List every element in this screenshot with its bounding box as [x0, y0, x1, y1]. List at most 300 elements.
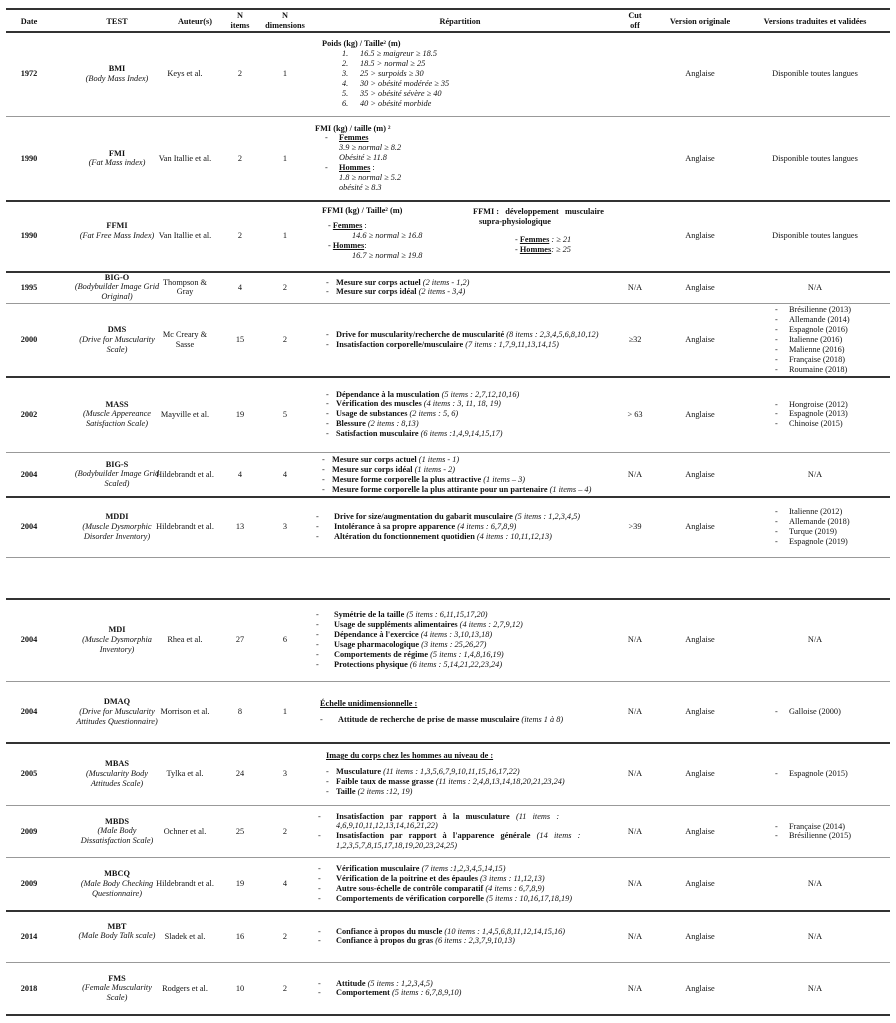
- repartition-title: FMI (kg) / taille (m) ²: [315, 123, 391, 133]
- bullet-dash: -: [322, 474, 325, 484]
- bullet-dash: -: [322, 484, 325, 494]
- repartition-item: [326, 409, 519, 419]
- repartition-item: [316, 522, 580, 532]
- dimension-name: Mesure sur corps idéal: [336, 287, 417, 297]
- repartition-item: [318, 884, 572, 894]
- test-full-name: (Fat Mass index): [88, 158, 146, 168]
- bullet-dash: -: [775, 409, 778, 419]
- auteur-line: Sasse: [175, 339, 195, 349]
- row-date: 2002: [20, 409, 38, 419]
- bullet-dash: -: [318, 936, 321, 946]
- row-cut-off: ≥32: [628, 335, 642, 344]
- dimension-name: Confiance à propos du muscle: [336, 926, 443, 936]
- bullet-dash: -: [326, 277, 329, 287]
- row-date: 2018: [20, 983, 38, 993]
- row-cut-off: >39: [628, 522, 642, 531]
- bullet-dash: -: [318, 988, 321, 998]
- test-full-name: (Fat Free Mass Index): [79, 230, 155, 240]
- repartition-item: [322, 59, 449, 69]
- repartition-item: [322, 79, 449, 89]
- repartition-item: [326, 330, 598, 340]
- dimension-items: (4 items : 3,10,13,18): [418, 629, 493, 639]
- row-auteurs: [140, 827, 230, 837]
- version-traduite: Roumaine (2018): [789, 364, 848, 374]
- bullet-dash: -: [318, 883, 321, 893]
- dimension-name: Mesure sur corps idéal: [332, 464, 413, 474]
- bullet-dash: -: [316, 629, 319, 639]
- version-traduite-item: [775, 315, 851, 325]
- dimension-name: Autre sous-échelle de contrôle comparatif: [336, 883, 484, 893]
- row-divider: [6, 303, 890, 304]
- row-n-dimensions: 1: [282, 69, 288, 78]
- auteur-line: Van Itallie et al.: [158, 231, 212, 240]
- row-n-items: 10: [235, 983, 245, 993]
- row-divider: [6, 681, 890, 682]
- auteur-line: Van Itallie et al.: [158, 153, 212, 163]
- row-repartition: [316, 610, 523, 670]
- bullet-dash: -: [515, 244, 520, 254]
- dimension-name: Comportements de vérification corporelle: [336, 893, 484, 903]
- bullet-dash: -: [775, 305, 778, 314]
- row-auteurs: [140, 470, 230, 480]
- version-traduite-item: [775, 507, 850, 517]
- row-n-items: 19: [235, 879, 245, 888]
- row-n-items: 27: [235, 635, 245, 644]
- version-traduite: N/A: [807, 879, 823, 888]
- bullet-dash: -: [326, 409, 329, 419]
- version-traduite: Italienne (2016): [789, 334, 843, 344]
- bullet-dash: -: [322, 455, 325, 464]
- row-cut-off: N/A: [627, 826, 643, 836]
- bullet-dash: -: [326, 399, 329, 409]
- row-n-items: 2: [237, 231, 243, 240]
- bullet-dash: -: [325, 133, 328, 143]
- femmes-label: Femmes: [339, 133, 369, 143]
- dimension-items: (5 items : 2,7,12,10,16): [439, 389, 520, 399]
- row-auteurs: [140, 932, 230, 942]
- bullet-dash: -: [318, 873, 321, 883]
- row-n-dimensions: 2: [282, 282, 288, 292]
- auteur-line: Morrison et al.: [160, 707, 210, 716]
- version-traduite: Brésilienne (2013): [789, 305, 851, 314]
- femmes-label: Femmes: [332, 220, 363, 230]
- row-date: 2014: [20, 931, 38, 941]
- test-acronym: FMS: [108, 973, 126, 983]
- repartition-item: [322, 99, 449, 109]
- row-date: 2009: [20, 879, 38, 888]
- version-traduite: N/A: [807, 282, 823, 292]
- version-traduite-item: [775, 355, 851, 365]
- repartition-item: [316, 650, 523, 660]
- row-versions-traduites: [740, 984, 890, 994]
- repartition-item: [318, 864, 572, 874]
- repartition-item: [318, 874, 572, 884]
- row-versions-traduites: [740, 635, 890, 645]
- row-version-originale: Anglaise: [685, 231, 715, 240]
- row-n-items: 25: [235, 826, 245, 836]
- repartition-item: [316, 532, 580, 542]
- item-text: 40 > obésité morbide: [360, 98, 432, 108]
- row-repartition: [326, 751, 565, 797]
- test-full-name: (Muscularity Body Attitudes Scale): [86, 768, 148, 788]
- dimension-items: (5 items : 1,4,8,16,19): [428, 649, 504, 659]
- dimension-items-cont: 4,6,9,10,11,12,13,14,16,21,22): [336, 821, 438, 831]
- hommes-value: 1.8 ≥ normal ≥ 5.2: [339, 173, 402, 183]
- dimension-items: (2 items : 5, 6): [407, 409, 459, 419]
- test-acronym: BMI: [108, 64, 126, 73]
- dimension-items: (11 items : 1,3,5,6,7,9,10,11,15,16,17,22): [381, 766, 520, 776]
- item-number: 5.: [342, 88, 349, 98]
- version-traduite: Malienne (2016): [789, 344, 845, 354]
- row-date: 1990: [20, 153, 38, 163]
- table-bottom-rule: [6, 557, 890, 558]
- row-version-originale: Anglaise: [685, 707, 715, 716]
- bullet-dash: -: [775, 516, 778, 526]
- hommes-value: obésité ≥ 8.3: [339, 183, 382, 193]
- test-acronym: MBCQ: [104, 869, 130, 878]
- version-traduite: Espagnole (2013): [789, 409, 848, 419]
- hommes-suffix: :: [370, 163, 375, 173]
- row-auteurs: [140, 635, 230, 645]
- test-full-name: (Female Muscularity Scale): [82, 983, 152, 1003]
- row-n-items: 4: [237, 469, 243, 479]
- header-cut-off: [615, 11, 655, 31]
- femmes-group: [322, 221, 422, 231]
- dimension-name: Attitude de recherche de prise de masse musculaire: [338, 714, 520, 724]
- repartition-item: [318, 812, 614, 822]
- bullet-dash: -: [326, 429, 329, 439]
- version-traduite-item: [775, 517, 850, 527]
- dimension-name: Mesure sur corps actuel: [332, 455, 417, 464]
- hommes-label: Hommes: [332, 240, 365, 250]
- version-traduite: Française (2014): [789, 821, 845, 831]
- bullet-dash: -: [775, 399, 778, 409]
- row-versions-traduites: [775, 305, 851, 375]
- bullet-dash: -: [775, 314, 778, 324]
- bullet-dash: -: [326, 419, 329, 429]
- repartition-item: [316, 630, 523, 640]
- dimension-name: Vérification de la poitrine et des épaules: [336, 873, 478, 883]
- dimension-items: (6 items : 5,14,21,22,23,24): [407, 659, 503, 669]
- dimension-items: (4 items : 2,7,9,12): [457, 619, 523, 629]
- dimension-name: Protections physique: [334, 659, 408, 669]
- bullet-dash: -: [318, 978, 321, 988]
- row-repartition: [320, 699, 563, 725]
- row-versions-traduites: [740, 69, 890, 79]
- row-n-dimensions: 3: [282, 769, 288, 778]
- repartition-item: [322, 465, 591, 475]
- dimension-items: (10 items : 1,4,5,6,8,11,12,14,15,16): [442, 926, 566, 936]
- row-n-items: 8: [237, 707, 243, 716]
- repartition-item: [326, 278, 469, 288]
- version-traduite: Chinoise (2015): [789, 419, 843, 429]
- repartition-title: Échelle unidimensionnelle :: [320, 699, 418, 708]
- bullet-dash: -: [775, 324, 778, 334]
- auteur-line: Thompson &: [162, 277, 208, 287]
- ffmi-right-title: FFMI : développement musculaire: [473, 207, 604, 216]
- row-version-originale: Anglaise: [685, 879, 715, 888]
- bullet-dash: -: [775, 526, 778, 536]
- version-traduite: Disponible toutes langues: [772, 153, 858, 163]
- repartition-item: [322, 89, 449, 99]
- dimension-items: (5 items : 1,2,3,4,5): [365, 978, 433, 988]
- bullet-dash: -: [316, 512, 319, 521]
- row-auteurs: [140, 231, 230, 241]
- row-n-items: 19: [235, 409, 245, 419]
- row-date: 2004: [20, 522, 38, 531]
- bullet-dash: -: [318, 926, 321, 936]
- repartition-item: [316, 640, 523, 650]
- row-repartition: [318, 979, 461, 999]
- row-repartition: [326, 330, 598, 350]
- hommes-label: Hommes: [519, 244, 552, 254]
- header-version-originale: Version originale: [669, 17, 731, 26]
- bullet-dash: -: [775, 821, 778, 831]
- row-n-dimensions: 2: [282, 826, 288, 836]
- version-traduite-item: [775, 335, 851, 345]
- row-n-items: 13: [235, 522, 245, 531]
- version-traduite-item: [775, 305, 851, 315]
- dimension-items: (4 items : 6,7,8,9): [483, 883, 545, 893]
- row-divider: [6, 910, 890, 912]
- row-versions-traduites: [740, 283, 890, 293]
- row-repartition: [318, 864, 572, 904]
- bullet-dash: -: [322, 464, 325, 474]
- auteur-line: Mc Creary &: [162, 330, 208, 339]
- row-cut-off: N/A: [627, 282, 643, 292]
- dimension-name: Vérification musculaire: [336, 864, 420, 873]
- row-n-dimensions: 2: [282, 931, 288, 941]
- dimension-items: (11 items : 2,4,8,13,14,18,20,21,23,24): [433, 776, 565, 786]
- row-auteurs: [140, 984, 230, 994]
- femmes-suffix: :: [362, 220, 367, 230]
- hommes-group: [315, 163, 401, 173]
- repartition-item: [326, 399, 519, 409]
- row-versions-traduites: [775, 707, 841, 717]
- dimension-items: (1 items – 4): [547, 484, 592, 494]
- header-test: TEST: [106, 17, 128, 26]
- bullet-dash: -: [328, 240, 333, 250]
- dimension-items: (items 1 à 8): [519, 714, 564, 724]
- bullet-dash: -: [316, 610, 319, 619]
- header-n-dimensions-line2: dimensions: [265, 20, 305, 30]
- row-n-dimensions: 2: [282, 983, 288, 993]
- row-auteurs: [140, 278, 230, 298]
- table-bottom-rule: [6, 1014, 890, 1016]
- row-divider: [6, 116, 890, 117]
- bullet-dash: -: [775, 707, 778, 716]
- bullet-dash: -: [316, 619, 319, 629]
- row-auteurs: [140, 769, 230, 779]
- row-versions-traduites: [775, 822, 851, 842]
- version-traduite-item: [775, 537, 850, 547]
- row-version-originale: Anglaise: [685, 635, 715, 644]
- dimension-items-cont: 1,2,3,5,7,8,15,17,18,19,20,23,24,25): [336, 841, 457, 851]
- repartition-item: [316, 620, 523, 630]
- item-text: 35 > obésité sévère ≥ 40: [360, 88, 442, 98]
- femmes-label: Femmes: [519, 234, 550, 244]
- dimension-items: (8 items : 2,3,4,5,6,8,10,12): [504, 330, 599, 339]
- dimension-items: (4 items : 3, 11, 18, 19): [421, 399, 501, 409]
- row-n-dimensions: 1: [282, 153, 288, 163]
- dimension-name: Confiance à propos du gras: [336, 936, 434, 946]
- dimension-items: (7 items : 1,7,9,11,13,14,15): [463, 339, 559, 349]
- auteur-line: Mayville et al.: [160, 409, 210, 419]
- ffmi-right-femmes: [473, 235, 623, 245]
- row-date: 1995: [20, 282, 38, 292]
- row-auteurs: [140, 154, 230, 164]
- row-version-originale: Anglaise: [685, 522, 715, 531]
- dimension-items: (1 items – 3): [481, 474, 526, 484]
- repartition-item: [326, 787, 565, 797]
- dimension-name: Usage de suppléments alimentaires: [334, 619, 458, 629]
- version-traduite-item: [775, 419, 848, 429]
- test-full-name: (Male Body Dissatisfaction Scale): [80, 826, 154, 846]
- row-n-items: 24: [235, 769, 245, 778]
- version-traduite: Turque (2019): [789, 526, 837, 536]
- dimension-name: Dépendance à la musculation: [336, 389, 440, 399]
- version-traduite-item: [775, 325, 851, 335]
- row-repartition: [315, 124, 401, 194]
- test-acronym: BIG-S: [105, 459, 129, 469]
- test-acronym: BIG-O: [104, 272, 130, 282]
- dimension-items: (1 items - 2): [412, 464, 455, 474]
- row-repartition: [318, 812, 614, 852]
- dimension-name: Insatisfaction par rapport à la musculature: [336, 811, 510, 821]
- row-version-originale: Anglaise: [685, 409, 715, 419]
- row-date: 2000: [20, 335, 38, 344]
- header-n-items-line2: items: [230, 20, 250, 30]
- version-traduite: N/A: [807, 635, 823, 644]
- dimension-name: Comportements de régime: [334, 649, 429, 659]
- dimension-name: Insatisfaction corporelle/musculaire: [336, 339, 464, 349]
- dimension-items: (2 items :12, 19): [355, 786, 413, 796]
- row-versions-traduites: [740, 470, 890, 480]
- row-versions-traduites: [775, 507, 850, 547]
- dimension-name: Comportement: [336, 988, 390, 998]
- version-traduite-item: [775, 769, 848, 779]
- item-text: 16.5 ≥ maigreur ≥ 18.5: [360, 48, 438, 58]
- row-n-dimensions: 2: [282, 335, 288, 344]
- row-n-items: 4: [237, 282, 243, 292]
- dimension-items: (5 items : 1,2,3,4,5): [512, 512, 581, 521]
- row-date: 2004: [20, 469, 38, 479]
- version-traduite: Hongroise (2012): [789, 399, 848, 409]
- bullet-dash: -: [775, 769, 778, 778]
- version-traduite-item: [775, 707, 841, 717]
- dimension-items: (5 items : 6,11,15,17,20): [404, 610, 488, 619]
- test-full-name: (Body Mass Index): [85, 73, 149, 83]
- repartition-item: [326, 429, 519, 439]
- repartition-item: [322, 49, 449, 59]
- header-n-dimensions-line1: N: [282, 11, 288, 20]
- repartition-item: [326, 777, 565, 787]
- row-n-dimensions: 1: [282, 707, 288, 716]
- row-version-originale: Anglaise: [685, 282, 715, 292]
- repartition-item: [318, 927, 565, 937]
- bullet-dash: -: [328, 220, 333, 230]
- row-cut-off: N/A: [627, 769, 643, 778]
- dimension-items: (7 items :1,2,3,4,5,14,15): [419, 864, 506, 873]
- row-cut-off: N/A: [627, 469, 643, 479]
- row-divider: [6, 200, 890, 202]
- row-date: 1990: [20, 231, 38, 240]
- bullet-dash: -: [775, 507, 778, 516]
- version-traduite: N/A: [807, 469, 823, 479]
- repartition-title: Image du corps chez les hommes au niveau de :: [326, 751, 494, 760]
- repartition-item: [322, 485, 591, 495]
- version-traduite: Espagnole (2019): [789, 536, 848, 546]
- test-acronym: DMS: [107, 325, 127, 334]
- row-n-items: 15: [235, 335, 245, 344]
- item-number: 4.: [342, 78, 349, 88]
- dimension-items: (2 items : 8,13): [365, 419, 419, 429]
- dimension-items: (5 items : 6,7,8,9,10): [389, 988, 462, 998]
- bullet-dash: -: [316, 639, 319, 649]
- version-traduite-item: [775, 527, 850, 537]
- row-repartition: [322, 455, 591, 495]
- test-full-name: (Muscle Appereance Satisfaction Scale): [83, 409, 151, 429]
- bullet-dash: -: [318, 831, 321, 841]
- row-version-originale: Anglaise: [685, 826, 715, 836]
- version-traduite-item: [775, 831, 851, 841]
- dimension-name: Mesure forme corporelle la plus attractive: [332, 474, 482, 484]
- row-versions-traduites: [740, 932, 890, 942]
- bullet-dash: -: [316, 531, 319, 541]
- row-versions-traduites: [775, 400, 848, 430]
- femmes-group: [315, 133, 401, 143]
- dimension-name: Mesure forme corporelle la plus attirante pour un partenaire: [332, 484, 548, 494]
- item-number: 2.: [342, 58, 349, 68]
- item-text: 30 > obésité modérée ≥ 35: [360, 78, 450, 88]
- row-divider: [6, 376, 890, 378]
- ffmi-right-title2: supra-physiologique: [479, 216, 551, 226]
- femmes-threshold: : ≥ 21: [549, 234, 572, 244]
- repartition-item: [322, 69, 449, 79]
- row-divider: [6, 496, 890, 498]
- femmes-value: 3.9 ≥ normal ≥ 8.2: [339, 143, 402, 153]
- dimension-name: Symétrie de la taille: [334, 610, 405, 619]
- version-traduite-item: [775, 400, 848, 410]
- version-traduite-item: [775, 822, 851, 832]
- dimension-items: (1 items - 1): [416, 455, 460, 464]
- test-acronym: DMAQ: [103, 697, 131, 706]
- repartition-item: [326, 767, 565, 777]
- row-repartition: [326, 278, 469, 298]
- auteur-line: Rodgers et al.: [162, 983, 208, 993]
- bullet-dash: -: [326, 786, 329, 796]
- version-traduite: Galloise (2000): [789, 707, 841, 716]
- row-n-dimensions: 3: [282, 522, 288, 531]
- version-traduite: N/A: [807, 931, 823, 941]
- dimension-items: (11 items :: [509, 811, 560, 821]
- header-auteurs: Auteur(s): [177, 17, 213, 26]
- bullet-dash: -: [326, 389, 329, 399]
- dimension-name: Mesure sur corps actuel: [336, 277, 421, 287]
- header-cut-off-line1: Cut: [628, 11, 642, 20]
- bullet-dash: -: [318, 893, 321, 903]
- test-acronym: MBAS: [105, 759, 129, 768]
- row-auteurs: [140, 522, 230, 532]
- dimension-items: (14 items :: [530, 831, 581, 841]
- repartition-item: [326, 287, 469, 297]
- version-traduite: Disponible toutes langues: [772, 231, 858, 240]
- bullet-dash: -: [318, 864, 321, 873]
- hommes-threshold: : ≥ 25: [551, 244, 571, 254]
- test-full-name: (Muscle Dysmorphia Inventory): [82, 634, 152, 654]
- row-version-originale: Anglaise: [685, 335, 715, 344]
- test-acronym: FMI: [108, 148, 126, 158]
